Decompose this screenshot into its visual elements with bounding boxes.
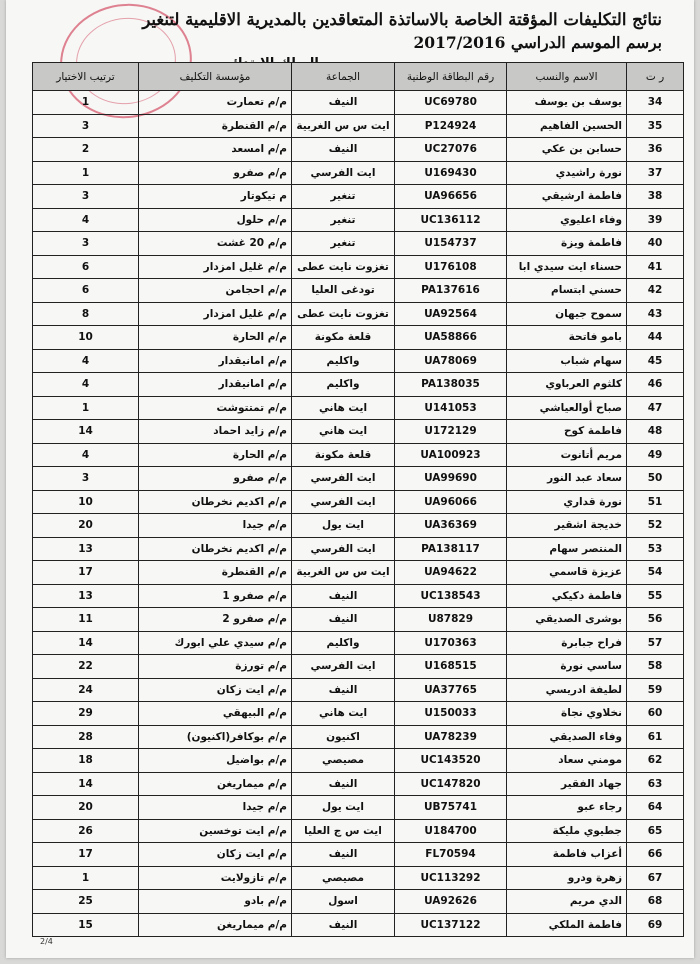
cell-commune: النيف xyxy=(292,608,395,632)
cell-school: م/م ميماريغن xyxy=(139,772,292,796)
cell-rank: 36 xyxy=(627,138,684,162)
results-table xyxy=(32,62,684,937)
cell-rank: 43 xyxy=(627,302,684,326)
cell-cin: UC69780 xyxy=(395,91,507,115)
cell-name: فاطمة الملكي xyxy=(507,913,627,937)
cell-rank: 48 xyxy=(627,420,684,444)
cell-order: 20 xyxy=(33,514,139,538)
cell-name: نورة قداري xyxy=(507,490,627,514)
cell-order: 29 xyxy=(33,702,139,726)
cell-school: م/م سيدي علي ابورك xyxy=(139,631,292,655)
cell-cin: UA94622 xyxy=(395,561,507,585)
cell-order: 25 xyxy=(33,890,139,914)
cell-name: زهرة ودرو xyxy=(507,866,627,890)
cell-order: 4 xyxy=(33,208,139,232)
table-row xyxy=(33,796,684,820)
column-header-commune: الجماعة xyxy=(292,63,395,91)
table-row xyxy=(33,702,684,726)
cell-name: وفاء الصديقي xyxy=(507,725,627,749)
cell-school: م/م البيهقي xyxy=(139,702,292,726)
cell-school: م/م جيدا xyxy=(139,514,292,538)
cell-order: 10 xyxy=(33,326,139,350)
cell-order: 8 xyxy=(33,302,139,326)
cell-rank: 67 xyxy=(627,866,684,890)
cell-cin: UC147820 xyxy=(395,772,507,796)
cell-order: 3 xyxy=(33,114,139,138)
cell-school: م/م تورزة xyxy=(139,655,292,679)
table-row xyxy=(33,819,684,843)
table-row xyxy=(33,185,684,209)
table-row xyxy=(33,467,684,491)
cell-rank: 66 xyxy=(627,843,684,867)
cell-school: م/م بواضيل xyxy=(139,749,292,773)
cell-order: 1 xyxy=(33,866,139,890)
cell-commune: قلعة مكونة xyxy=(292,443,395,467)
cell-cin: UA78239 xyxy=(395,725,507,749)
cell-order: 14 xyxy=(33,772,139,796)
cell-commune: تنغير xyxy=(292,185,395,209)
cell-rank: 47 xyxy=(627,396,684,420)
cell-cin: U169430 xyxy=(395,161,507,185)
cell-name: كلثوم العرباوي xyxy=(507,373,627,397)
table-row xyxy=(33,890,684,914)
cell-school: م/م بوكافر(اكنيون) xyxy=(139,725,292,749)
document-title: نتائج التكليفات المؤقتة الخاصة بالاساتذة المتعاقدين بالمديرية الاقليمية لتنغير xyxy=(142,10,662,29)
cell-commune: النيف xyxy=(292,678,395,702)
table-row xyxy=(33,326,684,350)
cell-commune: تغزوت نايت عطى xyxy=(292,255,395,279)
cell-order: 1 xyxy=(33,396,139,420)
cell-order: 22 xyxy=(33,655,139,679)
cell-name: بوشرى الصديقي xyxy=(507,608,627,632)
cell-rank: 42 xyxy=(627,279,684,303)
table-row xyxy=(33,725,684,749)
cell-school: م/م تازولايت xyxy=(139,866,292,890)
column-header-name: الاسم والنسب xyxy=(507,63,627,91)
column-header-order: ترتيب الاختيار xyxy=(33,63,139,91)
cell-commune: واكليم xyxy=(292,349,395,373)
cell-rank: 50 xyxy=(627,467,684,491)
cell-name: مريم أتانوت xyxy=(507,443,627,467)
table-row xyxy=(33,772,684,796)
cell-cin: U172129 xyxy=(395,420,507,444)
cell-commune: تنغير xyxy=(292,208,395,232)
cell-order: 1 xyxy=(33,91,139,115)
cell-cin: UC27076 xyxy=(395,138,507,162)
table-row xyxy=(33,420,684,444)
cell-commune: ايت الفرسي xyxy=(292,537,395,561)
cell-commune: تودغى العليا xyxy=(292,279,395,303)
cell-rank: 58 xyxy=(627,655,684,679)
table-row xyxy=(33,843,684,867)
cell-school: م/م جيدا xyxy=(139,796,292,820)
cell-rank: 65 xyxy=(627,819,684,843)
cell-order: 4 xyxy=(33,349,139,373)
cell-name: ساسي نورة xyxy=(507,655,627,679)
cell-school: م/م امانيقدار xyxy=(139,349,292,373)
cell-name: جطيوي مليكة xyxy=(507,819,627,843)
cell-commune: قلعة مكونة xyxy=(292,326,395,350)
cell-name: المنتصر سهام xyxy=(507,537,627,561)
cell-rank: 40 xyxy=(627,232,684,256)
cell-name: يوسف بن يوسف xyxy=(507,91,627,115)
cell-name: وفاء اعليوي xyxy=(507,208,627,232)
cell-rank: 38 xyxy=(627,185,684,209)
cell-cin: UC137122 xyxy=(395,913,507,937)
cell-cin: PA138035 xyxy=(395,373,507,397)
cell-school: م/م ميماريغن xyxy=(139,913,292,937)
cell-cin: UA99690 xyxy=(395,467,507,491)
cell-name: حسناء ايت سيدي ابا xyxy=(507,255,627,279)
cell-order: 4 xyxy=(33,443,139,467)
cell-school: م/م غليل امزدار xyxy=(139,255,292,279)
cell-name: رجاء عبو xyxy=(507,796,627,820)
cell-school: م/م امانيقدار xyxy=(139,373,292,397)
cell-name: حسني ابتسام xyxy=(507,279,627,303)
cell-name: عزيزة قاسمي xyxy=(507,561,627,585)
cell-commune: واكليم xyxy=(292,373,395,397)
cell-name: فاطمة ويزة xyxy=(507,232,627,256)
cell-order: 10 xyxy=(33,490,139,514)
table-row xyxy=(33,208,684,232)
cell-cin: UC143520 xyxy=(395,749,507,773)
cell-school: م/م تمتتوشت xyxy=(139,396,292,420)
cell-name: أعزاب فاطمة xyxy=(507,843,627,867)
table-row xyxy=(33,255,684,279)
cell-rank: 57 xyxy=(627,631,684,655)
cell-cin: UA96066 xyxy=(395,490,507,514)
cell-commune: النيف xyxy=(292,138,395,162)
cell-commune: النيف xyxy=(292,772,395,796)
cell-cin: UA58866 xyxy=(395,326,507,350)
table-row xyxy=(33,114,684,138)
cell-commune: ايت يول xyxy=(292,796,395,820)
cell-rank: 44 xyxy=(627,326,684,350)
cell-order: 11 xyxy=(33,608,139,632)
cell-name: سعاد عبد النور xyxy=(507,467,627,491)
cell-rank: 53 xyxy=(627,537,684,561)
table-row xyxy=(33,161,684,185)
cell-order: 28 xyxy=(33,725,139,749)
cell-commune: تغزوت نايت عطى xyxy=(292,302,395,326)
cell-school: م/م 20 غشت xyxy=(139,232,292,256)
cell-rank: 60 xyxy=(627,702,684,726)
table-row xyxy=(33,631,684,655)
cell-commune: تنغير xyxy=(292,232,395,256)
cell-rank: 64 xyxy=(627,796,684,820)
table-row xyxy=(33,514,684,538)
cell-school: م/م ايت توخسين xyxy=(139,819,292,843)
cell-rank: 46 xyxy=(627,373,684,397)
cell-commune: ايت الفرسي xyxy=(292,490,395,514)
cell-commune: ايت الفرسي xyxy=(292,655,395,679)
cell-name: صباح أوالعياشي xyxy=(507,396,627,420)
cell-name: نخلاوي نجاة xyxy=(507,702,627,726)
cell-cin: U150033 xyxy=(395,702,507,726)
cell-school: م/م ايت زكان xyxy=(139,843,292,867)
cell-cin: UA92564 xyxy=(395,302,507,326)
cell-name: الحسين الفاهيم xyxy=(507,114,627,138)
table-row xyxy=(33,584,684,608)
cell-commune: النيف xyxy=(292,91,395,115)
cell-commune: اسول xyxy=(292,890,395,914)
cell-order: 14 xyxy=(33,631,139,655)
cell-order: 2 xyxy=(33,138,139,162)
cell-order: 1 xyxy=(33,161,139,185)
table-row xyxy=(33,490,684,514)
table-row xyxy=(33,561,684,585)
cell-rank: 35 xyxy=(627,114,684,138)
cell-name: الدي مريم xyxy=(507,890,627,914)
cell-order: 17 xyxy=(33,843,139,867)
cell-school: م/م صفرو xyxy=(139,467,292,491)
table-row xyxy=(33,279,684,303)
cell-order: 26 xyxy=(33,819,139,843)
table-row xyxy=(33,913,684,937)
cell-name: مومني سعاد xyxy=(507,749,627,773)
cell-rank: 41 xyxy=(627,255,684,279)
cell-name: بامو فاتحة xyxy=(507,326,627,350)
cell-order: 18 xyxy=(33,749,139,773)
cell-order: 20 xyxy=(33,796,139,820)
cell-order: 4 xyxy=(33,373,139,397)
cell-name: فاطمة دكيكي xyxy=(507,584,627,608)
cell-school: م/م الحارة xyxy=(139,443,292,467)
table-row xyxy=(33,396,684,420)
table-row xyxy=(33,655,684,679)
cell-school: م/م القنطرة xyxy=(139,561,292,585)
cell-name: سهام شباب xyxy=(507,349,627,373)
column-header-school: مؤسسة التكليف xyxy=(139,63,292,91)
cell-cin: UA100923 xyxy=(395,443,507,467)
cell-school: م/م الحارة xyxy=(139,326,292,350)
table-row xyxy=(33,302,684,326)
cell-name: حسابن بن عكي xyxy=(507,138,627,162)
cell-commune: النيف xyxy=(292,843,395,867)
table-header-row xyxy=(33,63,684,91)
cell-commune: اكنيون xyxy=(292,725,395,749)
cell-cin: P124924 xyxy=(395,114,507,138)
cell-rank: 39 xyxy=(627,208,684,232)
cell-name: فاطمة كوح xyxy=(507,420,627,444)
cell-cin: U141053 xyxy=(395,396,507,420)
cell-commune: ايت الفرسي xyxy=(292,161,395,185)
table-row xyxy=(33,678,684,702)
table-row xyxy=(33,749,684,773)
cell-school: م/م غليل امزدار xyxy=(139,302,292,326)
cell-cin: U87829 xyxy=(395,608,507,632)
cell-name: خديجة اشقير xyxy=(507,514,627,538)
cell-school: م/م حلول xyxy=(139,208,292,232)
cell-commune: النيف xyxy=(292,584,395,608)
cell-name: فاطمة ارشيقي xyxy=(507,185,627,209)
cell-commune: ايت هاني xyxy=(292,396,395,420)
cell-cin: U168515 xyxy=(395,655,507,679)
cell-order: 17 xyxy=(33,561,139,585)
cell-commune: ايت الفرسي xyxy=(292,467,395,491)
cell-cin: PA138117 xyxy=(395,537,507,561)
cell-order: 13 xyxy=(33,584,139,608)
cell-order: 3 xyxy=(33,467,139,491)
cell-commune: واكليم xyxy=(292,631,395,655)
cell-cin: UB75741 xyxy=(395,796,507,820)
cell-rank: 55 xyxy=(627,584,684,608)
school-year-title: برسم الموسم الدراسي 2017/2016 xyxy=(413,33,662,52)
cell-school: م/م بادو xyxy=(139,890,292,914)
cell-cin: FL70594 xyxy=(395,843,507,867)
cell-cin: U170363 xyxy=(395,631,507,655)
cell-school: م/م القنطرة xyxy=(139,114,292,138)
table-row xyxy=(33,232,684,256)
cell-commune: ايت هاني xyxy=(292,420,395,444)
cell-cin: UA36369 xyxy=(395,514,507,538)
cell-commune: مصيصي xyxy=(292,866,395,890)
table-row xyxy=(33,138,684,162)
page-number: 2/4 xyxy=(40,937,53,946)
cell-school: م/م اكديم نخرطان xyxy=(139,537,292,561)
table-row xyxy=(33,537,684,561)
cell-cin: UA92626 xyxy=(395,890,507,914)
cell-rank: 52 xyxy=(627,514,684,538)
cell-cin: UA37765 xyxy=(395,678,507,702)
cell-rank: 63 xyxy=(627,772,684,796)
cell-rank: 59 xyxy=(627,678,684,702)
table-row xyxy=(33,608,684,632)
cell-rank: 49 xyxy=(627,443,684,467)
cell-school: م/م احجامن xyxy=(139,279,292,303)
table-row xyxy=(33,349,684,373)
cell-school: م/م تعمارت xyxy=(139,91,292,115)
cell-rank: 45 xyxy=(627,349,684,373)
cell-cin: PA137616 xyxy=(395,279,507,303)
cell-order: 3 xyxy=(33,185,139,209)
table-row xyxy=(33,91,684,115)
cell-commune: ايت يول xyxy=(292,514,395,538)
cell-order: 15 xyxy=(33,913,139,937)
cell-rank: 37 xyxy=(627,161,684,185)
cell-rank: 51 xyxy=(627,490,684,514)
cell-commune: النيف xyxy=(292,913,395,937)
cell-order: 14 xyxy=(33,420,139,444)
cell-cin: UC136112 xyxy=(395,208,507,232)
table-row xyxy=(33,373,684,397)
cell-rank: 34 xyxy=(627,91,684,115)
cell-order: 6 xyxy=(33,255,139,279)
cell-order: 3 xyxy=(33,232,139,256)
cell-rank: 62 xyxy=(627,749,684,773)
cell-cin: U154737 xyxy=(395,232,507,256)
column-header-cin: رقم البطاقة الوطنية xyxy=(395,63,507,91)
cell-school: م/م صفرو xyxy=(139,161,292,185)
cell-name: لطيفة ادريسي xyxy=(507,678,627,702)
cell-school: م/م صفرو 1 xyxy=(139,584,292,608)
cell-commune: ايت س س الغربية xyxy=(292,561,395,585)
cell-school: م/م اكديم نخرطان xyxy=(139,490,292,514)
cell-commune: مصيصي xyxy=(292,749,395,773)
cell-order: 24 xyxy=(33,678,139,702)
cell-rank: 69 xyxy=(627,913,684,937)
cell-cin: UC138543 xyxy=(395,584,507,608)
cell-cin: UA96656 xyxy=(395,185,507,209)
cell-order: 6 xyxy=(33,279,139,303)
cell-commune: ايت س س الغربية xyxy=(292,114,395,138)
table-row xyxy=(33,866,684,890)
cell-name: سموح جيهان xyxy=(507,302,627,326)
cell-school: م/م ايت زكان xyxy=(139,678,292,702)
cell-cin: U176108 xyxy=(395,255,507,279)
cell-name: نورة راشيدي xyxy=(507,161,627,185)
cell-name: جهاد الفقير xyxy=(507,772,627,796)
cell-rank: 56 xyxy=(627,608,684,632)
cell-school: م/م زايد احماد xyxy=(139,420,292,444)
cell-school: م/م امسعد xyxy=(139,138,292,162)
cell-rank: 61 xyxy=(627,725,684,749)
cell-name: فراح جبابرة xyxy=(507,631,627,655)
cell-cin: U184700 xyxy=(395,819,507,843)
cell-rank: 54 xyxy=(627,561,684,585)
cell-commune: ايت س ج العليا xyxy=(292,819,395,843)
cell-rank: 68 xyxy=(627,890,684,914)
cell-cin: UC113292 xyxy=(395,866,507,890)
cell-commune: ايت هاني xyxy=(292,702,395,726)
column-header-rank: ر ت xyxy=(627,63,684,91)
table-row xyxy=(33,443,684,467)
cell-school: م/م صفرو 2 xyxy=(139,608,292,632)
cell-school: م تيكوتار xyxy=(139,185,292,209)
cell-cin: UA78069 xyxy=(395,349,507,373)
cell-order: 13 xyxy=(33,537,139,561)
